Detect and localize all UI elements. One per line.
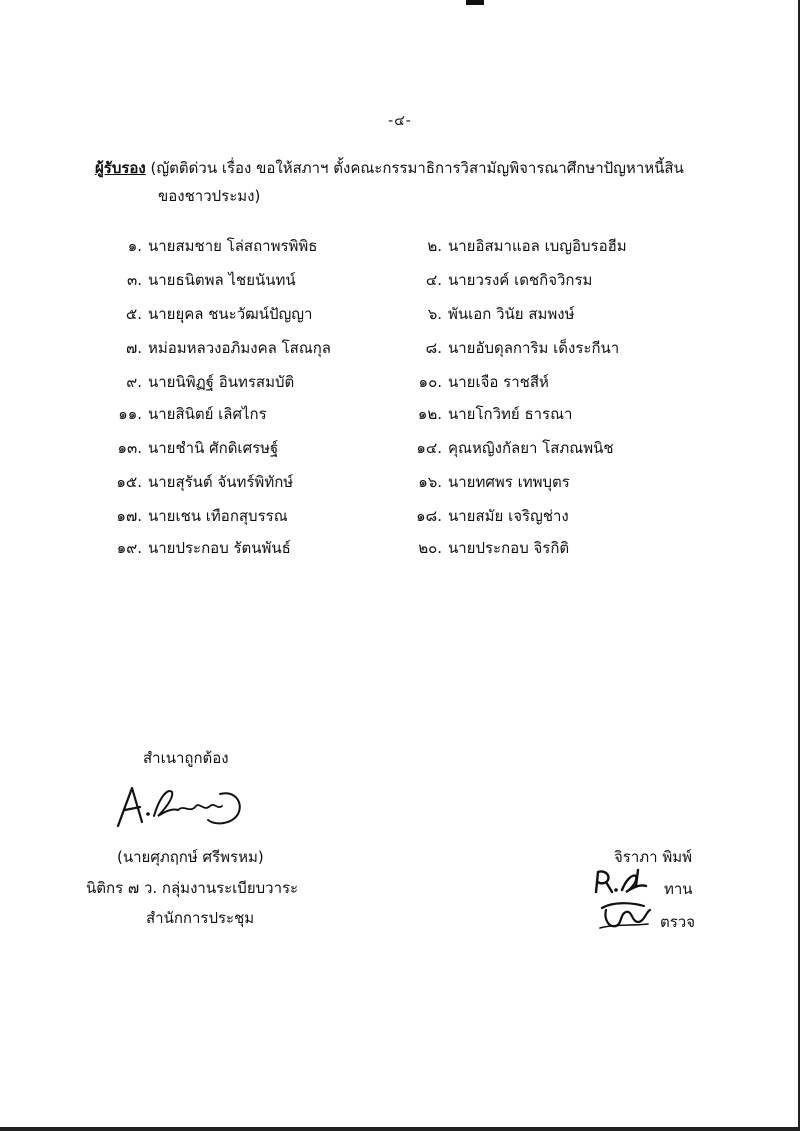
signer-number: ๑๒. <box>417 405 442 423</box>
scan-edge <box>0 1127 800 1131</box>
signer-name: นายนิพิฏฐ์ อินทรสมบัติ <box>148 373 295 391</box>
signer-name: นายประกอบ รัตนพันธ์ <box>148 539 291 557</box>
signer-name: นายโกวิทย์ ธารณา <box>448 405 573 423</box>
signer-item <box>386 338 619 358</box>
checker-initials <box>596 900 654 932</box>
signer-item <box>86 372 294 392</box>
signer-item <box>86 438 278 458</box>
signer-number: ๒๐. <box>418 539 442 557</box>
heading-text: (ญัตติด่วน เรื่อง ขอให้สภาฯ ตั้งคณะกรรมาธิการวิสามัญพิจารณาศึกษาปัญหาหนี้สิน <box>145 159 684 177</box>
official-title: นิติกร ๗ ว. กลุ่มงานระเบียบวาระ <box>86 879 299 897</box>
signer-name: นายทศพร เทพบุตร <box>448 473 570 491</box>
signer-number: ๑๐. <box>418 373 442 391</box>
signer-number: ๑๙. <box>116 539 142 557</box>
signer-number: ๗. <box>125 339 142 357</box>
signer-item <box>386 372 549 392</box>
signer-name: นายเชน เทือกสุบรรณ <box>148 507 288 525</box>
signer-item <box>86 404 267 424</box>
signer-number: ๒. <box>427 237 442 255</box>
signer-item <box>386 472 570 492</box>
signer-name: นายประกอบ จิรกิติ <box>448 539 570 557</box>
signer-name: นายเจือ ราชสีห์ <box>448 373 549 391</box>
signer-number: ๑๑. <box>118 405 142 423</box>
signer-number: ๔. <box>425 271 442 289</box>
signer-item <box>386 270 592 290</box>
signer-name: คุณหญิงกัลยา โสภณพนิช <box>448 439 614 457</box>
signer-item <box>386 438 614 458</box>
signer-name: หม่อมหลวงอภิมงคล โสณกุล <box>148 339 332 357</box>
signer-number: ๓. <box>126 271 142 289</box>
proofread-label: ทาน <box>664 880 693 898</box>
official-name: (นายศุภฤกษ์ ศรีพรหม) <box>117 848 264 866</box>
signer-item <box>86 538 291 558</box>
signer-name: นายสินิตย์ เลิศไกร <box>148 405 267 423</box>
signer-name: นายสุรันต์ จันทร์พิทักษ์ <box>148 473 294 491</box>
page-number: -๔- <box>388 113 412 129</box>
signer-number: ๑๗. <box>116 507 142 525</box>
signer-item <box>86 304 312 324</box>
signer-number: ๑๕. <box>116 473 142 491</box>
signer-item <box>86 236 317 256</box>
signer-number: ๑. <box>127 237 142 255</box>
scan-mark <box>466 0 484 5</box>
signer-name: นายธนิตพล ไชยนันทน์ <box>148 271 296 289</box>
checked-label: ตรวจ <box>660 913 696 931</box>
official-office: สำนักการประชุม <box>146 909 255 927</box>
proofreader-initials <box>592 866 652 896</box>
signer-name: นายอิสมาแอล เบญอิบรอฮีม <box>448 237 627 255</box>
signer-item <box>386 404 572 424</box>
signer-name: นายวรงค์ เดชกิจวิกรม <box>448 271 593 289</box>
signer-number: ๙. <box>126 373 142 391</box>
signer-item <box>86 270 296 290</box>
signer-number: ๘. <box>425 339 442 357</box>
signer-number: ๑๔. <box>416 439 442 457</box>
signer-name: นายยุคล ชนะวัฒน์ปัญญา <box>148 305 313 323</box>
signer-item <box>386 304 575 324</box>
signer-item <box>86 338 331 358</box>
signer-number: ๖. <box>427 305 442 323</box>
signer-item <box>386 506 569 526</box>
signer-name: นายอับดุลการิม เด็งระกีนา <box>448 339 620 357</box>
signer-item <box>86 506 288 526</box>
signer-name: นายสมชาย โล่สถาพรพิพิธ <box>148 237 318 255</box>
heading <box>95 158 684 178</box>
signer-number: ๑๓. <box>117 439 142 457</box>
signer-number: ๑๖. <box>418 473 442 491</box>
signer-name: นายสมัย เจริญช่าง <box>448 507 569 525</box>
signer-item <box>86 472 293 492</box>
signer-number: ๑๘. <box>416 507 442 525</box>
heading-label: ผู้รับรอง <box>95 159 146 177</box>
handwritten-signature <box>112 776 252 836</box>
signer-name: พันเอก วินัย สมพงษ์ <box>448 305 575 323</box>
typist-line: จิราภา พิมพ์ <box>614 848 693 866</box>
heading-continuation: ของชาวประมง) <box>158 187 261 205</box>
certified-copy-label: สำเนาถูกต้อง <box>143 749 229 767</box>
signer-item <box>386 236 627 256</box>
signer-item <box>386 538 569 558</box>
signer-number: ๕. <box>125 305 142 323</box>
signer-name: นายชำนิ ศักดิเศรษฐ์ <box>148 439 279 457</box>
